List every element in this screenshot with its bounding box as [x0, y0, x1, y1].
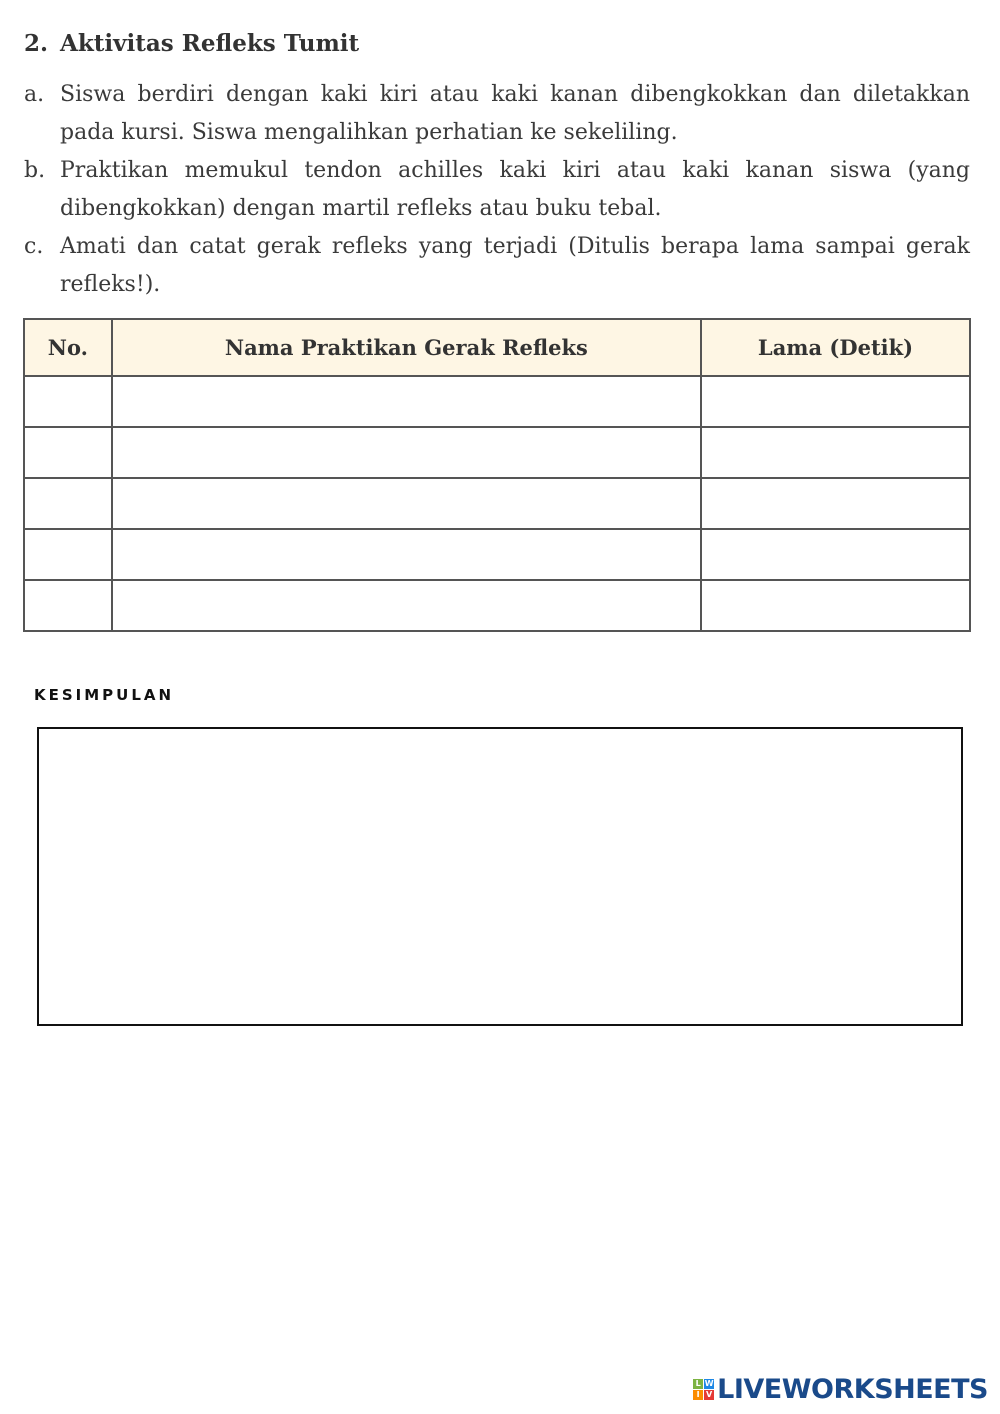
section-heading: [24, 30, 359, 57]
header-name: Nama Praktikan Gerak Refleks: [112, 319, 701, 376]
conclusion-label: KESIMPULAN: [34, 686, 175, 704]
cell-name[interactable]: [112, 427, 701, 478]
table-row: [24, 376, 970, 427]
cell-name[interactable]: [112, 376, 701, 427]
table-row: [24, 478, 970, 529]
step-letter: a.: [24, 82, 45, 107]
cell-no[interactable]: [24, 376, 112, 427]
instruction-step: [24, 152, 970, 228]
cell-time[interactable]: [701, 580, 970, 631]
instruction-step: [24, 228, 970, 304]
header-no: No.: [24, 319, 112, 376]
cell-time[interactable]: [701, 529, 970, 580]
table-header-row: [24, 319, 970, 376]
step-letter: c.: [24, 234, 44, 259]
conclusion-input-box[interactable]: [37, 727, 963, 1026]
cell-name[interactable]: [112, 478, 701, 529]
cell-time[interactable]: [701, 376, 970, 427]
step-letter: b.: [24, 158, 46, 183]
table-row: [24, 427, 970, 478]
instruction-list: [24, 76, 970, 304]
header-time: Lama (Detik): [701, 319, 970, 376]
cell-name[interactable]: [112, 529, 701, 580]
cell-no[interactable]: [24, 427, 112, 478]
logo-text: LIVEWORKSHEETS: [717, 1374, 988, 1405]
cell-name[interactable]: [112, 580, 701, 631]
section-number: 2.: [24, 30, 49, 57]
logo-mark-icon: L W I V: [693, 1379, 714, 1400]
cell-no[interactable]: [24, 529, 112, 580]
table-row: [24, 529, 970, 580]
cell-no[interactable]: [24, 478, 112, 529]
liveworksheets-logo: [693, 1374, 988, 1405]
observation-table: [23, 318, 971, 632]
step-text: Amati dan catat gerak refleks yang terjadi (Ditulis berapa lama sampai gerak refleks!).: [60, 234, 970, 297]
table-row: [24, 580, 970, 631]
cell-time[interactable]: [701, 478, 970, 529]
instruction-step: [24, 76, 970, 152]
step-text: Siswa berdiri dengan kaki kiri atau kaki kanan dibengkokkan dan diletakkan pada kursi. Siswa mengalihkan perhatian ke sekeliling.: [60, 82, 970, 145]
section-title: Aktivitas Refleks Tumit: [60, 30, 360, 57]
cell-time[interactable]: [701, 427, 970, 478]
step-text: Praktikan memukul tendon achilles kaki kiri atau kaki kanan siswa (yang dibengkokkan) dengan martil refleks atau buku tebal.: [60, 158, 970, 221]
cell-no[interactable]: [24, 580, 112, 631]
